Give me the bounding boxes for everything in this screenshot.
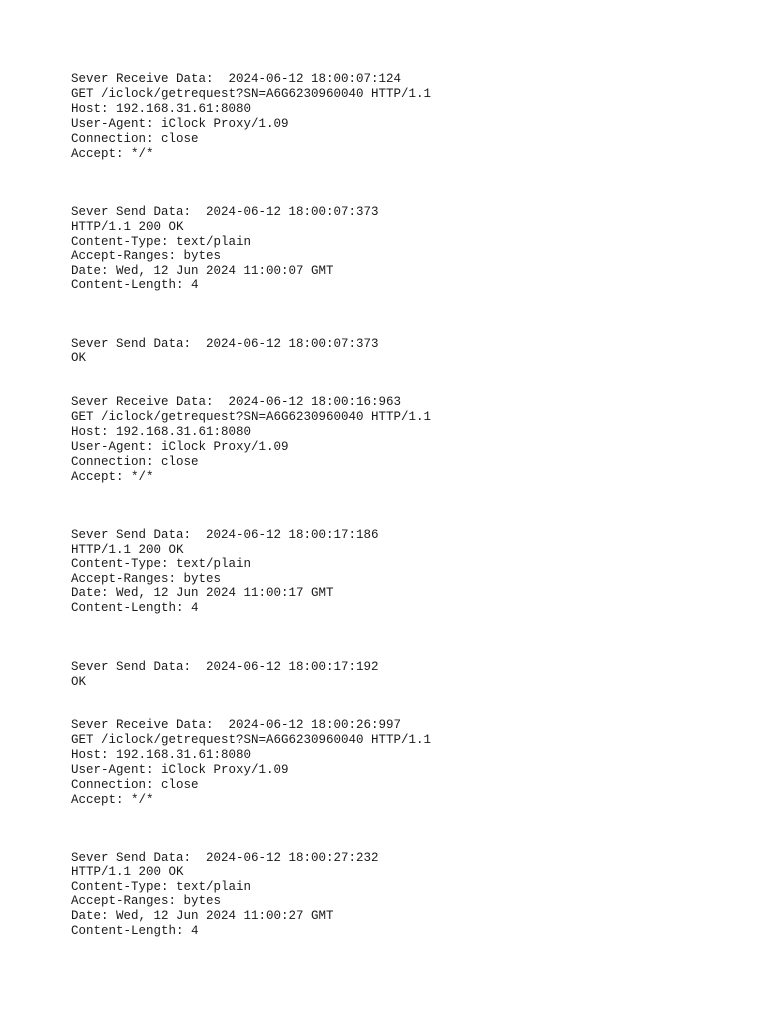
log-line: Date: Wed, 12 Jun 2024 11:00:17 GMT	[71, 586, 334, 600]
log-line: HTTP/1.1 200 OK	[71, 543, 184, 557]
log-line: Date: Wed, 12 Jun 2024 11:00:27 GMT	[71, 909, 334, 923]
log-line: Content-Length: 4	[71, 601, 199, 615]
log-line: OK	[71, 351, 87, 365]
log-line: Accept: */*	[71, 147, 154, 161]
log-line: Accept-Ranges: bytes	[71, 894, 222, 908]
log-entry-header: Sever Receive Data: 2024-06-12 18:00:07:124	[71, 72, 402, 86]
log-line: Connection: close	[71, 455, 199, 469]
log-line: OK	[71, 675, 87, 689]
log-line: Connection: close	[71, 778, 199, 792]
log-line: HTTP/1.1 200 OK	[71, 220, 184, 234]
log-line: Accept-Ranges: bytes	[71, 572, 222, 586]
log-line: User-Agent: iClock Proxy/1.09	[71, 763, 289, 777]
log-line: Content-Type: text/plain	[71, 235, 252, 249]
log-line: Host: 192.168.31.61:8080	[71, 102, 252, 116]
log-line: GET /iclock/getrequest?SN=A6G6230960040 HTTP/1.1	[71, 410, 432, 424]
log-line: Connection: close	[71, 132, 199, 146]
log-entry-header: Sever Send Data: 2024-06-12 18:00:17:192	[71, 660, 379, 674]
log-line: User-Agent: iClock Proxy/1.09	[71, 117, 289, 131]
log-line: Date: Wed, 12 Jun 2024 11:00:07 GMT	[71, 264, 334, 278]
log-line: GET /iclock/getrequest?SN=A6G6230960040 HTTP/1.1	[71, 87, 432, 101]
log-line: Host: 192.168.31.61:8080	[71, 748, 252, 762]
log-line: Content-Type: text/plain	[71, 880, 252, 894]
log-line: GET /iclock/getrequest?SN=A6G6230960040 HTTP/1.1	[71, 733, 432, 747]
log-line: User-Agent: iClock Proxy/1.09	[71, 440, 289, 454]
log-line: Content-Length: 4	[71, 278, 199, 292]
log-line: Host: 192.168.31.61:8080	[71, 425, 252, 439]
log-line: Content-Length: 4	[71, 924, 199, 938]
log-line: Accept-Ranges: bytes	[71, 249, 222, 263]
log-line: Accept: */*	[71, 793, 154, 807]
log-entry-header: Sever Send Data: 2024-06-12 18:00:07:373	[71, 205, 379, 219]
log-line: Content-Type: text/plain	[71, 557, 252, 571]
log-entry-header: Sever Send Data: 2024-06-12 18:00:27:232	[71, 851, 379, 865]
log-line: Accept: */*	[71, 470, 154, 484]
log-entry-header: Sever Send Data: 2024-06-12 18:00:07:373	[71, 337, 379, 351]
log-page	[71, 0, 751, 1024]
log-entry-header: Sever Receive Data: 2024-06-12 18:00:26:997	[71, 718, 402, 732]
log-entry-header: Sever Send Data: 2024-06-12 18:00:17:186	[71, 528, 379, 542]
log-entry-header: Sever Receive Data: 2024-06-12 18:00:16:963	[71, 395, 402, 409]
log-line: HTTP/1.1 200 OK	[71, 865, 184, 879]
